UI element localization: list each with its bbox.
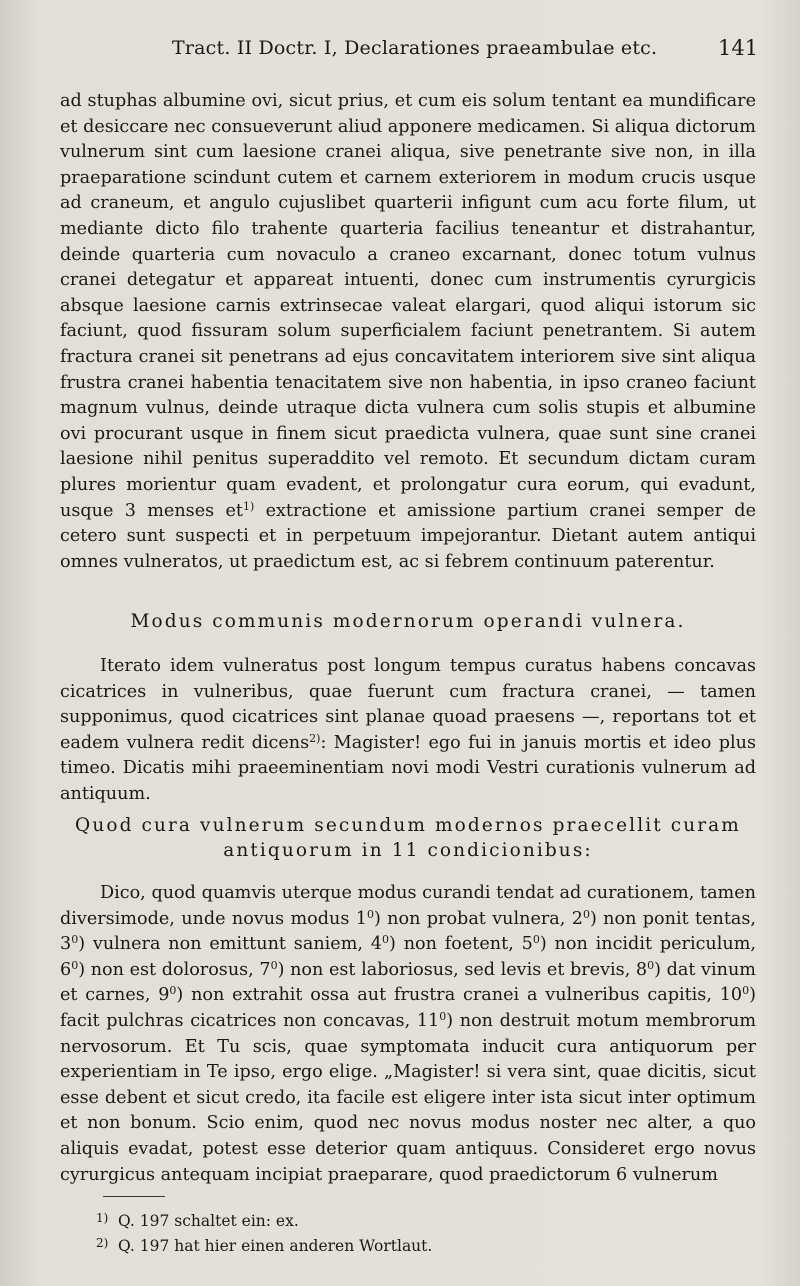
- paragraph-1-text: ad stuphas albumine ovi, sicut prius, et cum eis solum tentant ea mundificare et desiccare nec consueverunt aliud apponere medicamen. Si aliqua dictorum vulnerum sint cum laesione cranei aliqua, sive penetrante sive non, in illa praeparatione scindunt cutem et carnem exteriorem in modum crucis usque ad craneum, et angulo cujuslibet quarterii infigunt cum acu forte filum, ut mediante dicto filo trahente quarteria facilius teneantur et distrahantur, deinde quarteria cum novaculo a craneo excarnant, donec totum vulnus cranei detegatur et appareat intuenti, donec cum instrumentis cyrurgicis absque laesione carnis extrinsecae valeat elargari, quod aliqui istorum sic faciunt, quod fissuram solum superficialem faciunt penetrantem. Si autem fractura cranei sit penetrans ad ejus concavitatem interiorem sive sint aliqua frustra cranei habentia tenacitatem sive non habentia, in ipso craneo faciunt magnum vulnus, deinde utraque dicta vulnera cum solis stupis et albumine ovi procurant usque in finem sicut praedicta vulnera, quae sunt sine cranei laesione nihil penitus superaddito vel remoto. Et secundum dictam curam plures morientur quam evadent, et prolongatur cura eorum, qui evadunt, usque 3 menses et: [60, 91, 756, 521]
- section-heading-2-line-2: antiquorum in 11 condicionibus:: [223, 840, 593, 861]
- running-title: Tract. II Doctr. I, Declarationes praeambulae etc.: [172, 37, 658, 59]
- footnote-ref-1: 1): [242, 499, 255, 513]
- p3-text: ) vulnera non emittunt saniem, 4: [78, 934, 382, 955]
- p3-text: ) non est laboriosus, sed levis et brevis, 8: [277, 959, 648, 980]
- footnote-1: [96, 1207, 696, 1232]
- ordinal-mark: 0: [366, 907, 374, 921]
- p3-text: ) non probat vulnera, 2: [373, 908, 583, 929]
- footnote-2: [96, 1232, 696, 1257]
- paragraph-3: [60, 881, 756, 1188]
- page-number: 141: [718, 36, 759, 60]
- p3-text: ) non destruit motum membrorum nervosorum. Et Tu scis, quae symptomata inducit cura antiquorum per experientiam in Te ipso, ergo elige. „Magister! si vera sint, quae dicitis, sicut esse debent et sicut credo, ita facile est eligere inter ista sicut inter optimum et non bonum. Scio enim, quod nec novus modus noster nec alter, a quo aliquis evadat, potest esse deterior quam antiquus. Consideret ergo novus cyrurgicus antequam incipiat praeparare, quod praedictorum 6 vulnerum: [60, 1010, 757, 1185]
- ordinal-mark: 0: [270, 958, 278, 972]
- ordinal-mark: 0: [647, 958, 655, 972]
- running-header: [0, 37, 800, 67]
- paragraph-2-text-a: Iterato idem vulneratus post longum tempus curatus habens concavas cicatrices in vulneribus, quae fuerunt cum fractura cranei, — tamen supponimus, quod cicatrices sint planae quoad praesens —, reportans tot et eadem vulnera redit dicens: [60, 656, 756, 753]
- ordinal-mark: 0: [532, 933, 540, 947]
- p3-text: ) facit pulchras cicatrices non concavas, 11: [60, 985, 756, 1031]
- section-heading-2: [60, 813, 756, 863]
- p3-text: ) non incidit periculum, 6: [60, 934, 756, 980]
- p3-text: Dico, quod quamvis uterque modus curandi tendat ad curationem, tamen diversimode, unde novus modus 1: [60, 883, 756, 929]
- ordinal-mark: 0: [439, 1009, 447, 1023]
- paragraph-1-end: extractione et amissione partium cranei semper de cetero sunt suspecti et in perpetuum impejorantur. Dietant autem antiqui omnes vulneratos, ut praedictum est, ac si febrem continuum paterentur.: [60, 500, 756, 572]
- ordinal-mark: 0: [382, 933, 389, 947]
- paragraph-2: [60, 654, 756, 808]
- footnote-2-text: Q. 197 hat hier einen anderen Wortlaut.: [118, 1237, 433, 1255]
- ordinal-mark: 0: [71, 958, 79, 972]
- footnote-divider: [103, 1196, 165, 1197]
- footnote-ref-2: 2): [309, 731, 321, 745]
- paragraph-1: [60, 89, 756, 575]
- ordinal-mark: 0: [71, 933, 79, 947]
- ordinal-mark: 0: [582, 907, 590, 921]
- footnote-2-mark: 2): [96, 1236, 109, 1250]
- p3-text: ) non ponit tentas, 3: [60, 908, 757, 955]
- paragraph-2-text-b: : Magister! ego fui in januis mortis et ideo plus timeo. Dicatis mihi praeeminentiam novi modi Vestri curationis vulnerum ad antiquum.: [60, 732, 756, 804]
- p3-text: ) non est dolorosus, 7: [78, 959, 271, 980]
- section-heading-1: Modus communis modernorum operandi vulnera.: [130, 611, 686, 632]
- footnote-1-mark: 1): [96, 1211, 109, 1225]
- ordinal-mark: 0: [742, 984, 750, 998]
- p3-text: ) non extrahit ossa aut frustra cranei a vulneribus capitis, 10: [176, 985, 743, 1006]
- section-heading-2-line-1: Quod cura vulnerum secundum modernos praecellit curam: [75, 815, 741, 836]
- footnote-1-text: Q. 197 schaltet ein: ex.: [118, 1212, 299, 1230]
- p3-text: ) non foetent, 5: [389, 934, 533, 955]
- ordinal-mark: 0: [169, 984, 177, 998]
- footnotes: [96, 1207, 696, 1257]
- p3-text: ) dat vinum et carnes, 9: [60, 959, 756, 1006]
